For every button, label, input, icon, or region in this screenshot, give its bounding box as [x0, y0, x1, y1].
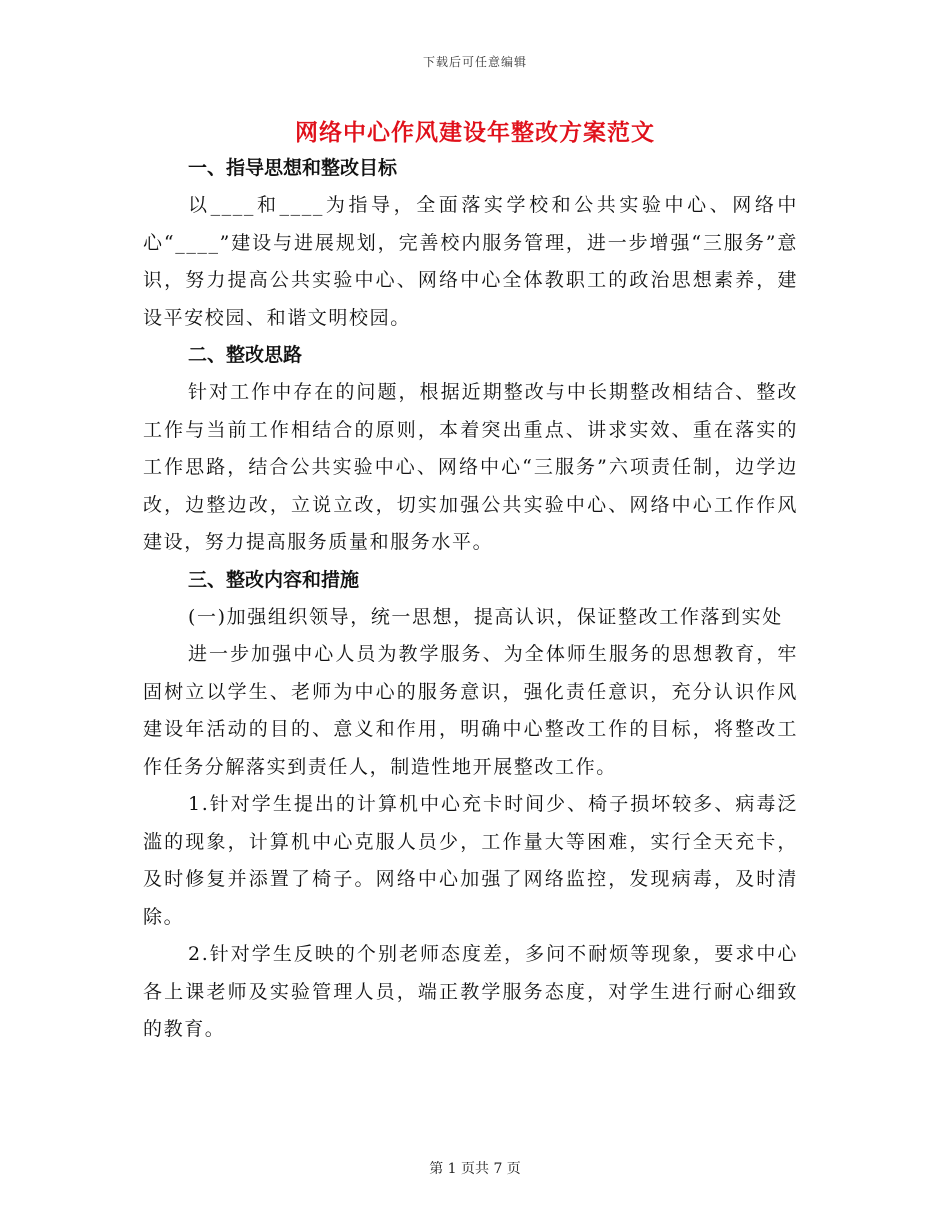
paragraph: 以____和____为指导，全面落实学校和公共实验中心、网络中心“____”建设与进展规划，完善校内服务管理，进一步增强“三服务”意识，努力提高公共实验中心、网络中心全体教职工的政治思想素养，建设平安校园、和谐文明校园。 — [143, 194, 798, 329]
section-content-measures — [143, 562, 798, 1049]
paragraph: 1.针对学生提出的计算机中心充卡时间少、椅子损坏较多、病毒泛滥的现象，计算机中心克服人员少，工作量大等困难，实行全天充卡，及时修复并添置了椅子。网络中心加强了网络监控，发现病毒，及时清除。 — [143, 793, 798, 928]
page-footer: 第 1 页共 7 页 — [429, 1161, 521, 1177]
paragraph: 2.针对学生反映的个别老师态度差，多问不耐烦等现象，要求中心各上课老师及实验管理人员，端正教学服务态度，对学生进行耐心细致的教育。 — [143, 943, 798, 1040]
section-rectification-approach — [143, 337, 798, 562]
section-heading: 一、指导思想和整改目标 — [188, 157, 398, 179]
header-note: 下载后可任意编辑 — [422, 55, 527, 69]
document-body — [143, 150, 798, 1049]
section-heading: 二、整改思路 — [188, 344, 303, 366]
section-heading: 三、整改内容和措施 — [188, 568, 360, 591]
paragraph: (一)加强组织领导，统一思想，提高认识，保证整改工作落到实处 — [188, 605, 783, 628]
paragraph: 针对工作中存在的问题，根据近期整改与中长期整改相结合、整改工作与当前工作相结合的原则，本着突出重点、讲求实效、重在落实的工作思路，结合公共实验中心、网络中心“三服务”六项责任制，边学边改，边整边改，立说立改，切实加强公共实验中心、网络中心工作作风建设，努力提高服务质量和服务水平。 — [143, 381, 798, 553]
paragraph: 进一步加强中心人员为教学服务、为全体师生服务的思想教育，牢固树立以学生、老师为中心的服务意识，强化责任意识，充分认识作风建设年活动的目的、意义和作用，明确中心整改工作的目标，将整改工作任务分解落实到责任人，制造性地开展整改工作。 — [143, 643, 798, 778]
document-title: 网络中心作风建设年整改方案范文 — [295, 119, 655, 146]
section-guiding-thought — [143, 150, 798, 337]
